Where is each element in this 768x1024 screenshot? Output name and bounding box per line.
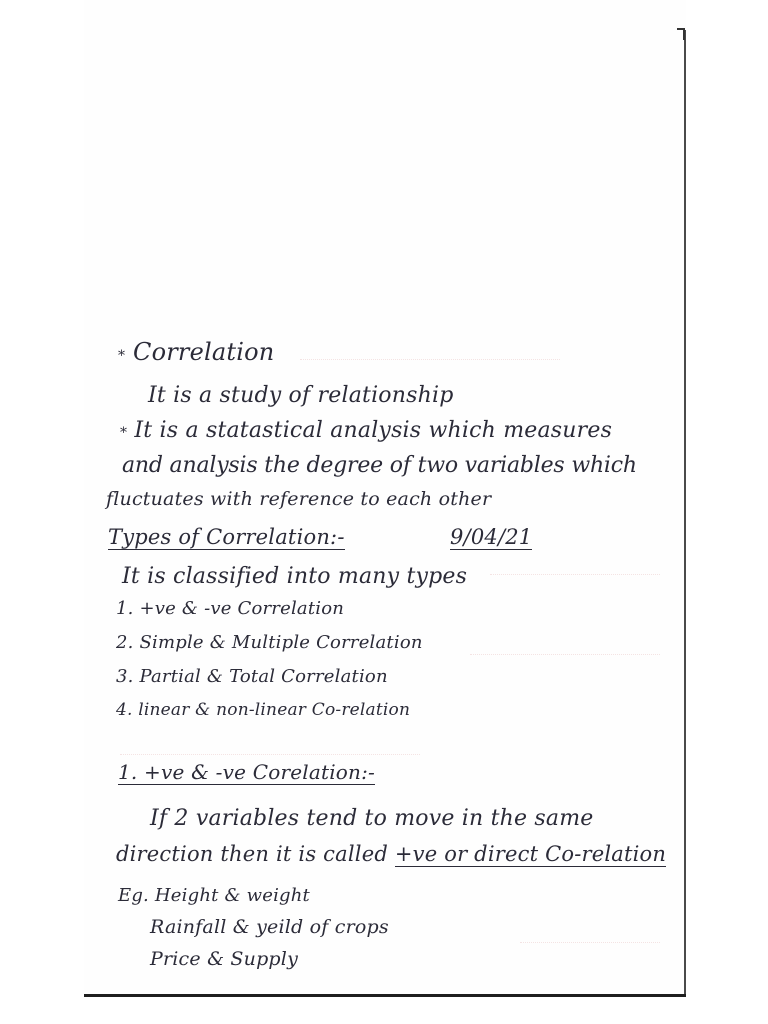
- section-paragraph-line-1: If 2 variables tend to move in the same: [150, 806, 594, 831]
- paper-edge-bottom: [84, 994, 686, 997]
- bleed-through: [120, 742, 420, 755]
- bleed-through: [300, 345, 560, 360]
- type-item: 2. Simple & Multiple Correlation: [116, 632, 423, 653]
- definition-line-4: fluctuates with reference to each other: [106, 488, 492, 510]
- heading-line: [118, 338, 274, 366]
- type-item: 4. linear & non-linear Co-relation: [116, 700, 411, 720]
- type-item: 3. Partial & Total Correlation: [116, 666, 388, 687]
- example-line-2: Rainfall & yeild of crops: [150, 916, 389, 938]
- corner-mark: [677, 28, 685, 40]
- star-bullet: *: [118, 348, 126, 364]
- star-bullet: *: [120, 425, 128, 441]
- type-item: 1. +ve & -ve Correlation: [116, 598, 345, 619]
- example-line-1: Eg. Height & weight: [118, 885, 310, 906]
- bleed-through: [470, 640, 660, 655]
- bleed-through: [490, 560, 660, 575]
- examples-marker: Eg.: [118, 885, 149, 906]
- definition-line-1: It is a study of relationship: [148, 383, 454, 408]
- section-heading: 1. +ve & -ve Corelation:-: [118, 760, 376, 784]
- types-heading: Types of Correlation:-: [108, 525, 345, 549]
- section-paragraph-line-2: direction then it is called +ve or direct Co-relation: [116, 842, 667, 866]
- notes-heading: Correlation: [133, 338, 275, 366]
- bleed-through: [520, 928, 660, 943]
- definition-line-2: * It is a statastical analysis which measures: [120, 418, 613, 443]
- example-line-3: Price & Supply: [150, 948, 299, 970]
- paper-edge-right: [684, 30, 686, 996]
- underlined-term: +ve or direct Co-relation: [394, 842, 667, 866]
- definition-line-3: and analysis the degree of two variables which: [122, 453, 637, 478]
- date-label: 9/04/21: [450, 525, 533, 549]
- classified-line: It is classified into many types: [122, 564, 468, 589]
